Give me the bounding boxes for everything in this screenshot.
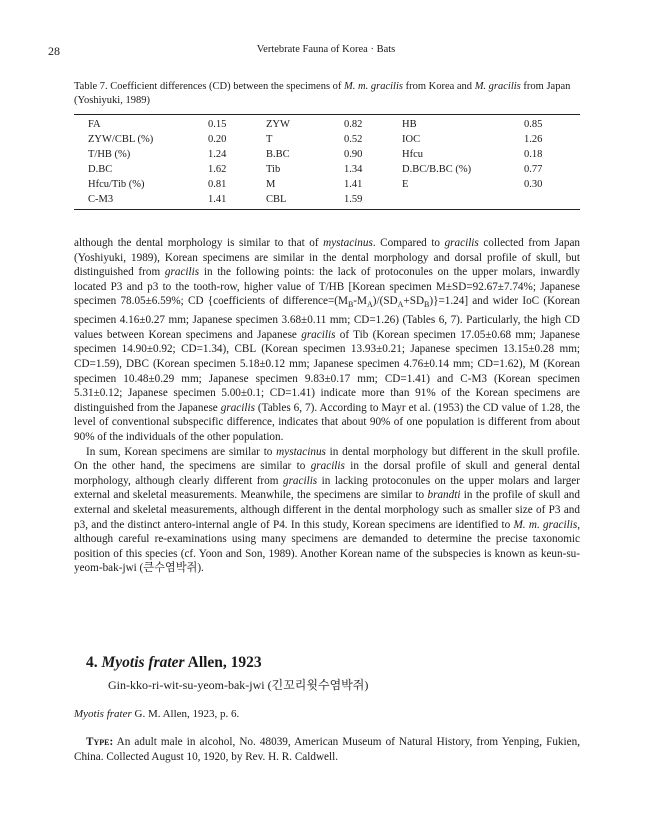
citation-rest: G. M. Allen, 1923, p. 6. [131, 708, 240, 720]
table-cell-label: ZYW [266, 119, 290, 130]
text-run: +SD [403, 295, 425, 308]
caption-middle: from Korea and [402, 81, 475, 92]
table-cell-value [510, 192, 580, 210]
table-row [74, 115, 580, 133]
table-cell-label: D.BC [88, 164, 113, 175]
text-run: (Tables 6, 7). According to Mayr et al. (1953) the CD value of 1.28, the level of conventional subspecific difference, indicates that about 90% of one population is different from about 90% of the individuals of the other population. [74, 401, 581, 443]
paragraph-1 [74, 236, 580, 445]
italic-taxon: gracilis [164, 266, 200, 279]
table-row [74, 132, 580, 147]
table-cell-label: HB [402, 119, 417, 130]
table-cell-value: 1.26 [524, 134, 543, 145]
table-cell-label: Hfcu/Tib (%) [88, 179, 145, 190]
text-run: , although careful re-examinations using many specimens are demanded to determine the precise taxonomic position of this species (cf. Yoon and Son, 1989). Another Korean name of the subspecies is known as keun-su-yeom-bak-jwi (큰수염박쥐). [74, 518, 580, 575]
table-cell-label: Tib [266, 164, 281, 175]
type-text: An adult male in alcohol, No. 48039, American Museum of Natural History, from Yenping, Fukien, China. Collected August 10, 1920, by Rev. H. R. Caldwell. [74, 736, 580, 763]
citation [74, 708, 239, 720]
text-run: -M [353, 295, 367, 308]
text-run: in the profile of skull and external and skeletal measurements, although different in the dental morphology such as smaller size of P3 and p3, and the distinct antero-internal angle of P4. In this study, Korean specimens are identified to [74, 489, 580, 531]
table-row [74, 162, 580, 177]
table-cell-value: 0.82 [344, 119, 363, 130]
running-title: Vertebrate Fauna of Korea · Bats [256, 44, 396, 55]
type-entry [74, 735, 580, 764]
cd-table [74, 114, 580, 210]
section-species: Myotis frater [101, 654, 185, 671]
italic-taxon: mystacinus [276, 445, 326, 458]
table-cell-value: 0.52 [344, 134, 363, 145]
table-cell-label: FA [88, 119, 101, 130]
table-cell-label: B.BC [266, 149, 290, 160]
table-cell-label: E [402, 179, 409, 190]
table-caption [74, 80, 580, 108]
table-cell-value: 0.30 [524, 179, 543, 190]
italic-taxon: gracilis [220, 401, 255, 414]
text-run: collected from Japan (Yoshiyuki, 1989), Korean specimens are similar in the dental morphology and dorsal profile of skull, but distinguished from [74, 237, 580, 279]
table-row [74, 147, 580, 162]
type-label: Type: [86, 736, 114, 748]
table-cell-label: CBL [266, 194, 287, 205]
text-run: in the following points: the lack of protoconules on the upper molars, inwardly located P3 and p3 to the tooth-row, higher value of T/HB [Korean specimen M±SD=92.67±7.74%; Japanese specimen 78.05±6.59%; CD {coefficients of difference=(M [74, 266, 580, 308]
text-run: although the dental morphology is similar to that of [74, 237, 324, 249]
text-run: in dental morphology but different in the skull profile. On the other hand, the specimens are similar to [74, 445, 580, 473]
table-cell-label: Hfcu [402, 149, 423, 160]
common-name: Gin-kko-ri-wit-su-yeom-bak-jwi (긴꼬리윗수염박쥐) [108, 678, 369, 692]
table-cell-value: 0.20 [208, 134, 227, 145]
table-cell-value: 0.85 [524, 119, 543, 130]
subscript: A [366, 300, 373, 310]
table-cell-value: 1.24 [208, 149, 227, 160]
table-cell-value: 0.81 [208, 179, 227, 190]
caption-taxon-2: M. gracilis [474, 81, 521, 92]
caption-taxon-1: M. m. gracilis [344, 81, 403, 92]
table-cell-label: D.BC/B.BC (%) [402, 164, 472, 175]
table-row [74, 177, 580, 192]
text-run: )}=1.24] and wider IoC (Korean specimen 4.16±0.27 mm; Japanese specimen 3.68±0.11 mm; CD=1.26) (Tables 6, 7). Particularly, the high CD values between Korean specimens and Japanese [74, 295, 581, 341]
table-cell-label: M [266, 179, 276, 190]
table-cell-value: 0.15 [208, 119, 227, 130]
caption-prefix: Table 7. Coefficient differences (CD) between the specimens of [74, 81, 345, 92]
italic-taxon: gracilis [282, 474, 318, 487]
text-run: in lacking protoconules on the upper molars and larger external and skeletal measurements. Meanwhile, the specimens are similar to [74, 474, 580, 502]
text-run: of Tib (Korean specimen 17.05±0.68 mm; Japanese specimen 14.90±0.92; CD=1.34), CBL (Korean specimen 13.93±0.21; Japanese specimen 13.15±0.28 mm; CD=1.59), DBC (Korean specimen 5.18±0.12 mm; Japanese specimen 4.76±0.14 mm; CD=1.62), M (Korean specimen 10.48±0.29 mm; Japanese specimen 9.83±0.17 mm; CD=1.41) and C-M3 (Korean specimen 5.31±0.12; Japanese specimen 5.00±0.1; CD=1.41) indicate more than 91% of the Korean specimens are distinguished from the Japanese [74, 328, 580, 414]
table-cell-value: 0.18 [524, 149, 543, 160]
table-cell-label [388, 192, 510, 210]
italic-taxon: brandti [427, 489, 461, 502]
table-cell-label: C-M3 [88, 194, 114, 205]
italic-taxon: M. m. gracilis [513, 518, 578, 531]
text-run: in the dorsal profile of skull and general dental morphology, although clearly different from [74, 460, 580, 487]
caption-suffix: from Japan (Yoshiyuki, 1989) [74, 81, 571, 106]
text-run: . Compared to [372, 237, 445, 249]
table-row [74, 192, 580, 210]
section-heading [86, 654, 262, 672]
citation-taxon: Myotis frater [74, 708, 132, 720]
text-run: In sum, Korean specimens are similar to [86, 445, 277, 458]
italic-taxon: gracilis [301, 328, 336, 341]
italic-taxon: gracilis [444, 237, 479, 249]
paragraph-2 [74, 445, 580, 576]
table-cell-value: 1.34 [344, 164, 363, 175]
table-cell-value: 1.41 [344, 179, 363, 190]
table-cell-label: ZYW/CBL (%) [88, 134, 154, 145]
italic-taxon: mystacinus [323, 237, 373, 249]
subscript: B [347, 300, 354, 310]
table-cell-value: 1.62 [208, 164, 227, 175]
section-number: 4. [86, 654, 98, 671]
section-author: Allen, 1923 [187, 654, 262, 671]
table-cell-value: 1.41 [208, 194, 227, 205]
page-number: 28 [48, 44, 60, 58]
subscript: B [424, 300, 430, 310]
table-cell-label: T/HB (%) [88, 149, 131, 160]
table-cell-value: 0.77 [524, 164, 543, 175]
table-cell-value: 0.90 [344, 149, 363, 160]
subscript: A [397, 300, 404, 310]
table-cell-value: 1.59 [344, 194, 363, 205]
italic-taxon: gracilis [310, 460, 345, 473]
text-run: )/(SD [372, 295, 398, 308]
table-cell-label: IOC [402, 134, 421, 145]
body-text [74, 236, 580, 576]
table-cell-label: T [266, 134, 273, 145]
